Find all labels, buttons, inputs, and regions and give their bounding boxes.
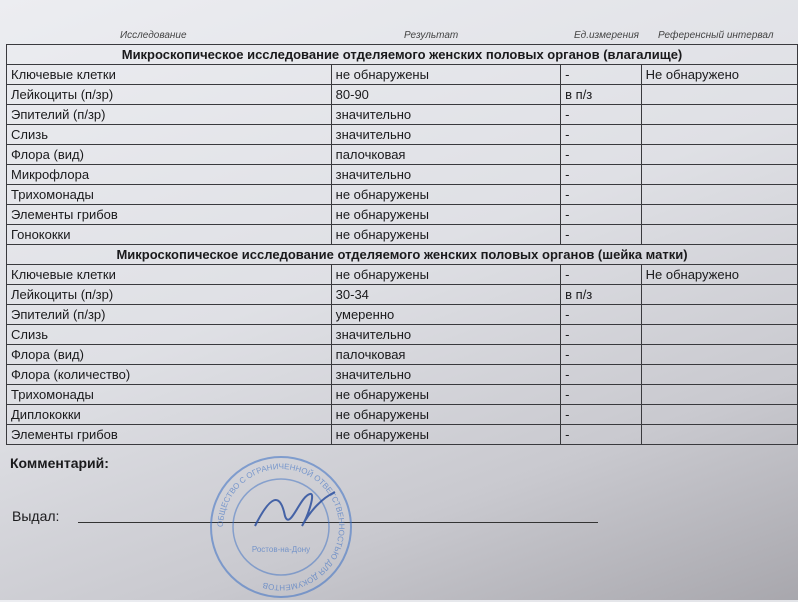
unit-cell: - [561, 165, 641, 185]
test-name-cell: Флора (вид) [7, 345, 332, 365]
result-cell: не обнаружены [331, 205, 560, 225]
test-name-cell: Лейкоциты (п/зр) [7, 285, 332, 305]
table-row [7, 405, 798, 425]
unit-cell: - [561, 145, 641, 165]
test-name-cell: Гонококки [7, 225, 332, 245]
table-row [7, 305, 798, 325]
table-row [7, 205, 798, 225]
test-name-cell: Слизь [7, 125, 332, 145]
table-row [7, 185, 798, 205]
table-row [7, 65, 798, 85]
unit-cell: - [561, 265, 641, 285]
unit-cell: - [561, 405, 641, 425]
issued-label: Выдал: [12, 508, 60, 524]
result-cell: не обнаружены [331, 265, 560, 285]
reference-cell [641, 365, 797, 385]
unit-cell: - [561, 65, 641, 85]
test-name-cell: Ключевые клетки [7, 265, 332, 285]
test-name-cell: Лейкоциты (п/зр) [7, 85, 332, 105]
test-name-cell: Трихомонады [7, 185, 332, 205]
reference-cell [641, 85, 797, 105]
result-cell: палочковая [331, 345, 560, 365]
reference-cell [641, 425, 797, 445]
table-row [7, 85, 798, 105]
reference-cell [641, 205, 797, 225]
header-study: Исследование [120, 30, 187, 41]
table-header [8, 28, 798, 44]
reference-cell [641, 325, 797, 345]
stamp-center-text: Ростов-на-Дону [251, 545, 311, 554]
table-row [7, 105, 798, 125]
signature-icon [250, 486, 340, 536]
header-reference: Референсный интервал [658, 30, 774, 41]
reference-cell [641, 345, 797, 365]
unit-cell: - [561, 325, 641, 345]
reference-cell [641, 185, 797, 205]
table-row [7, 125, 798, 145]
test-name-cell: Флора (количество) [7, 365, 332, 385]
stamp-ring-text: ОБЩЕСТВО С ОГРАНИЧЕННОЙ ОТВЕТСТВЕННОСТЬЮ ДЛЯ ДОКУМЕНТОВ [215, 461, 347, 593]
test-name-cell: Эпителий (п/зр) [7, 105, 332, 125]
unit-cell: в п/з [561, 285, 641, 305]
reference-cell [641, 105, 797, 125]
reference-cell [641, 225, 797, 245]
table-row [7, 225, 798, 245]
table-row [7, 365, 798, 385]
header-result: Результат [404, 30, 459, 41]
test-name-cell: Трихомонады [7, 385, 332, 405]
table-row [7, 325, 798, 345]
result-cell: значительно [331, 125, 560, 145]
table-row [7, 145, 798, 165]
unit-cell: - [561, 125, 641, 145]
test-name-cell: Эпителий (п/зр) [7, 305, 332, 325]
table-row [7, 265, 798, 285]
result-cell: палочковая [331, 145, 560, 165]
test-name-cell: Флора (вид) [7, 145, 332, 165]
unit-cell: - [561, 205, 641, 225]
unit-cell: - [561, 345, 641, 365]
test-name-cell: Микрофлора [7, 165, 332, 185]
result-cell: значительно [331, 165, 560, 185]
comment-label: Комментарий: [10, 455, 109, 471]
section-title: Микроскопическое исследование отделяемого женских половых органов (влагалище) [7, 45, 798, 65]
table-row [7, 425, 798, 445]
table-row [7, 285, 798, 305]
table-row [7, 385, 798, 405]
section-title: Микроскопическое исследование отделяемого женских половых органов (шейка матки) [7, 245, 798, 265]
result-cell: не обнаружены [331, 425, 560, 445]
reference-cell [641, 285, 797, 305]
reference-cell [641, 305, 797, 325]
result-cell: не обнаружены [331, 385, 560, 405]
unit-cell: - [561, 425, 641, 445]
results-table [6, 44, 798, 445]
unit-cell: - [561, 105, 641, 125]
test-name-cell: Элементы грибов [7, 205, 332, 225]
result-cell: значительно [331, 365, 560, 385]
result-cell: 30-34 [331, 285, 560, 305]
reference-cell: Не обнаружено [641, 265, 797, 285]
unit-cell: - [561, 365, 641, 385]
section-title-row [7, 45, 798, 65]
table-row [7, 345, 798, 365]
reference-cell: Не обнаружено [641, 65, 797, 85]
test-name-cell: Диплококки [7, 405, 332, 425]
result-cell: 80-90 [331, 85, 560, 105]
unit-cell: - [561, 385, 641, 405]
result-cell: не обнаружены [331, 65, 560, 85]
unit-cell: в п/з [561, 85, 641, 105]
unit-cell: - [561, 185, 641, 205]
unit-cell: - [561, 305, 641, 325]
section-title-row [7, 245, 798, 265]
reference-cell [641, 165, 797, 185]
header-unit: Ед.измерения [574, 30, 640, 41]
test-name-cell: Элементы грибов [7, 425, 332, 445]
reference-cell [641, 125, 797, 145]
result-cell: не обнаружены [331, 405, 560, 425]
result-cell: значительно [331, 105, 560, 125]
result-cell: не обнаружены [331, 225, 560, 245]
test-name-cell: Ключевые клетки [7, 65, 332, 85]
reference-cell [641, 145, 797, 165]
result-cell: значительно [331, 325, 560, 345]
result-cell: не обнаружены [331, 185, 560, 205]
test-name-cell: Слизь [7, 325, 332, 345]
table-row [7, 165, 798, 185]
result-cell: умеренно [331, 305, 560, 325]
reference-cell [641, 385, 797, 405]
reference-cell [641, 405, 797, 425]
unit-cell: - [561, 225, 641, 245]
